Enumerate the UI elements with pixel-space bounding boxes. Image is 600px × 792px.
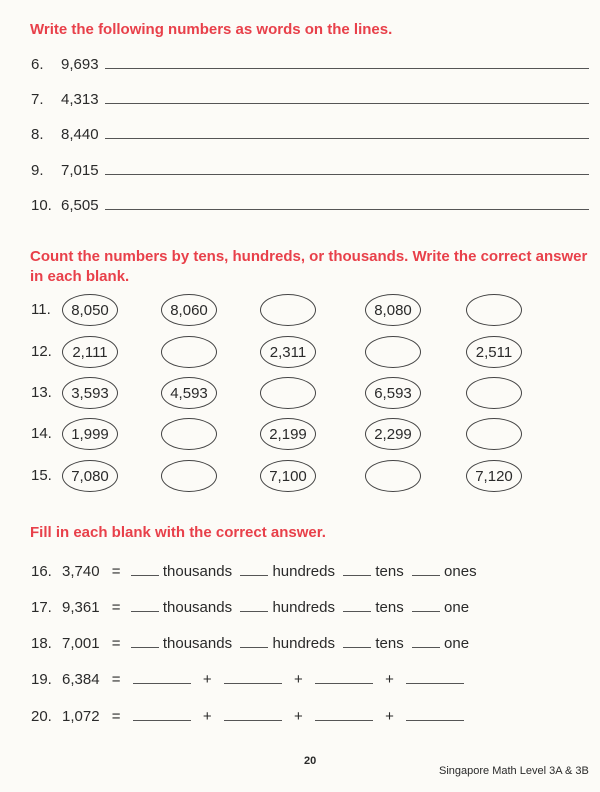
answer-blank[interactable] (240, 633, 268, 648)
sequence-value: 2,311 (260, 336, 316, 368)
unit-label: tens (375, 563, 404, 580)
answer-blank[interactable] (406, 706, 464, 721)
item-number: 8. (31, 126, 44, 143)
item-value: 7,001 (62, 635, 100, 652)
answer-blank[interactable] (131, 561, 159, 576)
item-value: 7,015 (61, 162, 99, 179)
section-3-heading: Fill in each blank with the correct answer. (30, 524, 326, 541)
plus-sign: + (385, 708, 394, 725)
answer-oval[interactable] (466, 294, 522, 326)
answer-line[interactable] (105, 209, 589, 210)
answer-oval[interactable] (161, 460, 217, 492)
unit-label: one (444, 599, 470, 616)
answer-oval[interactable] (466, 418, 522, 450)
unit-label: tens (375, 635, 404, 652)
item-value: 9,693 (61, 56, 99, 73)
heading-line: in each blank. (30, 268, 130, 285)
answer-blank[interactable] (412, 633, 440, 648)
answer-blank[interactable] (315, 669, 373, 684)
answer-line[interactable] (105, 103, 589, 104)
unit-label: hundreds (272, 563, 335, 580)
answer-line[interactable] (105, 68, 589, 69)
item-number: 11. (31, 301, 51, 318)
sequence-value: 7,080 (62, 460, 118, 492)
page-number: 20 (304, 755, 317, 767)
answer-oval[interactable] (161, 418, 217, 450)
unit-label: one (444, 635, 470, 652)
sequence-value: 2,299 (365, 418, 421, 450)
item-value: 3,740 (62, 563, 100, 580)
answer-blank[interactable] (133, 669, 191, 684)
plus-sign: + (293, 708, 303, 725)
answer-blank[interactable] (315, 706, 373, 721)
item-value: 8,440 (61, 126, 99, 143)
answer-blank[interactable] (240, 597, 268, 612)
answer-oval[interactable] (466, 377, 522, 409)
sequence-value: 6,593 (365, 377, 421, 409)
item-number: 18. (31, 635, 52, 652)
item-number: 16. (31, 563, 52, 580)
answer-blank[interactable] (343, 597, 371, 612)
answer-blank[interactable] (224, 706, 282, 721)
plus-sign: + (202, 708, 212, 725)
sequence-value: 2,199 (260, 418, 316, 450)
sequence-value: 2,511 (466, 336, 522, 368)
equals-sign: = (111, 708, 121, 725)
answer-blank[interactable] (131, 633, 159, 648)
unit-label: thousands (162, 563, 233, 580)
expanded-form-row (31, 706, 464, 725)
answer-blank[interactable] (343, 561, 371, 576)
plus-sign: + (293, 671, 303, 688)
answer-blank[interactable] (412, 597, 440, 612)
unit-label: hundreds (272, 599, 335, 616)
item-value: 9,361 (62, 599, 100, 616)
item-number: 20. (31, 708, 52, 725)
section-2-heading (30, 247, 595, 287)
item-number: 19. (31, 671, 52, 688)
equals-sign: = (111, 671, 121, 688)
place-value-row (31, 561, 477, 580)
item-value: 1,072 (62, 708, 100, 725)
unit-label: hundreds (272, 635, 335, 652)
answer-blank[interactable] (406, 669, 464, 684)
sequence-value: 1,999 (62, 418, 118, 450)
answer-blank[interactable] (240, 561, 268, 576)
sequence-value: 2,111 (62, 336, 118, 368)
item-number: 7. (31, 91, 44, 108)
item-number: 14. (31, 425, 52, 442)
place-value-row (31, 633, 469, 652)
answer-oval[interactable] (365, 460, 421, 492)
item-number: 15. (31, 467, 52, 484)
expanded-form-row (31, 669, 464, 688)
plus-sign: + (202, 671, 212, 688)
answer-blank[interactable] (131, 597, 159, 612)
item-number: 10. (31, 197, 52, 214)
answer-blank[interactable] (412, 561, 440, 576)
unit-label: thousands (162, 599, 233, 616)
place-value-row (31, 597, 469, 616)
item-value: 6,384 (62, 671, 100, 688)
unit-label: thousands (162, 635, 233, 652)
answer-oval[interactable] (365, 336, 421, 368)
equals-sign: = (111, 599, 121, 616)
answer-line[interactable] (105, 174, 589, 175)
item-number: 6. (31, 56, 44, 73)
section-1-heading: Write the following numbers as words on the lines. (30, 21, 393, 38)
item-number: 12. (31, 343, 52, 360)
equals-sign: = (111, 635, 121, 652)
answer-blank[interactable] (343, 633, 371, 648)
item-number: 9. (31, 162, 44, 179)
answer-blank[interactable] (224, 669, 282, 684)
equals-sign: = (111, 563, 121, 580)
unit-label: ones (444, 563, 477, 580)
item-number: 17. (31, 599, 52, 616)
sequence-value: 3,593 (62, 377, 118, 409)
plus-sign: + (385, 671, 394, 688)
unit-label: tens (375, 599, 404, 616)
item-value: 4,313 (61, 91, 99, 108)
item-number: 13. (31, 384, 52, 401)
sequence-value: 7,100 (260, 460, 316, 492)
item-value: 6,505 (61, 197, 99, 214)
heading-line: Count the numbers by tens, hundreds, or thousands. Write the correct answer (30, 248, 588, 265)
sequence-value: 7,120 (466, 460, 522, 492)
sequence-value: 4,593 (161, 377, 217, 409)
answer-oval[interactable] (161, 336, 217, 368)
sequence-value: 8,060 (161, 294, 217, 326)
answer-line[interactable] (105, 138, 589, 139)
answer-blank[interactable] (133, 706, 191, 721)
sequence-value: 8,080 (365, 294, 421, 326)
answer-oval[interactable] (260, 294, 316, 326)
sequence-value: 8,050 (62, 294, 118, 326)
answer-oval[interactable] (260, 377, 316, 409)
book-title: Singapore Math Level 3A & 3B (439, 765, 589, 777)
